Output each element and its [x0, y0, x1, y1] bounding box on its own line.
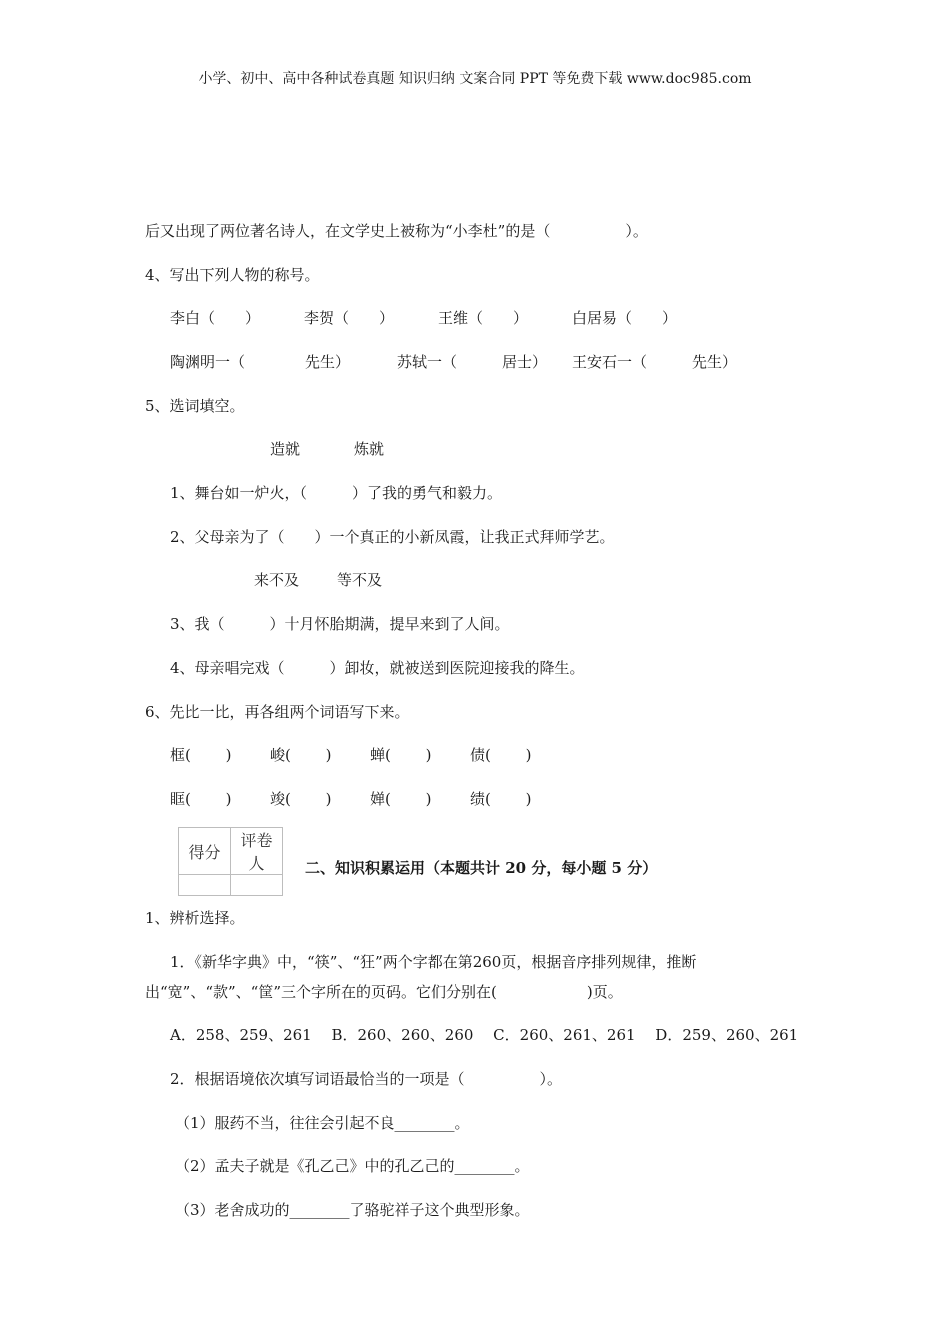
- q5-word-choice: 来不及: [254, 571, 300, 589]
- s2-q1-2-sentence-3: （3）老舍成功的________了骆驼祥子这个典型形象。: [175, 1201, 530, 1219]
- q5-word-choice: 等不及: [337, 571, 383, 589]
- q6-title: 6、先比一比，再各组两个词语写下来。: [145, 703, 410, 721]
- q6-item: 蝉( ): [370, 746, 432, 764]
- q6-item: 债( ): [470, 746, 532, 764]
- q4-item: 王维（ ）: [438, 309, 529, 327]
- grader-label: 评卷人: [231, 828, 283, 875]
- score-label: 得分: [179, 828, 231, 875]
- q4-item: 李贺（ ）: [304, 309, 395, 327]
- q6-item: 框( ): [170, 746, 232, 764]
- s2-q1-2-sentence-1: （1）服药不当，往往会引起不良________。: [175, 1114, 470, 1132]
- q5-item-1: 1、舞台如一炉火，（ ）了我的勇气和毅力。: [170, 484, 503, 502]
- score-cell: [179, 875, 231, 896]
- q4-item: 白居易（ ）: [572, 309, 678, 327]
- q5-title: 5、选词填空。: [145, 397, 245, 415]
- q5-item-4: 4、母亲唱完戏（ ）卸妆，就被送到医院迎接我的降生。: [170, 659, 585, 677]
- page-header: 小学、初中、高中各种试卷真题 知识归纳 文案合同 PPT 等免费下载 www.doc985.com: [198, 71, 752, 87]
- q6-item: 绩( ): [470, 790, 532, 808]
- q6-item: 婵( ): [370, 790, 432, 808]
- q6-item: 竣( ): [270, 790, 332, 808]
- q4-item: 王安石一（ 先生）: [572, 353, 738, 371]
- grader-cell: [231, 875, 283, 896]
- q5-word-choice: 造就: [270, 440, 301, 458]
- s2-q1-2-sentence-2: （2）孟夫子就是《孔乙己》中的孔乙己的________。: [175, 1157, 530, 1175]
- q4-title: 4、写出下列人物的称号。: [145, 266, 320, 284]
- q4-item: 陶渊明一（ 先生）: [170, 353, 351, 371]
- s2-q1-1-options: A．258、259、261 B．260、260、260 C．260、261、261 D．259、260、261: [170, 1026, 799, 1044]
- score-table: [178, 827, 283, 896]
- q4-item: 李白（ ）: [170, 309, 261, 327]
- s2-q1-title: 1、辨析选择。: [145, 909, 245, 927]
- q6-item: 峻( ): [270, 746, 332, 764]
- s2-q1-1-line2: 出“宽”、“款”、“筐”三个字所在的页码。它们分别在( )页。: [145, 983, 623, 1001]
- poets-question-line: 后又出现了两位著名诗人，在文学史上被称为“小李杜”的是（ ）。: [145, 222, 648, 240]
- q5-item-3: 3、我（ ）十月怀胎期满，提早来到了人间。: [170, 615, 510, 633]
- section-2-title: 二、知识积累运用（本题共计 20 分，每小题 5 分）: [305, 859, 658, 877]
- q6-item: 眶( ): [170, 790, 232, 808]
- q4-item: 苏轼一（ 居士）: [397, 353, 548, 371]
- q5-item-2: 2、父母亲为了（ ）一个真正的小新凤霞，让我正式拜师学艺。: [170, 528, 615, 546]
- s2-q1-2-title: 2．根据语境依次填写词语最恰当的一项是（ ）。: [170, 1070, 563, 1088]
- q5-word-choice: 炼就: [354, 440, 385, 458]
- s2-q1-1-line1: 1．《新华字典》中，“筷”、“狂”两个字都在第260页，根据音序排列规律，推断: [170, 953, 697, 971]
